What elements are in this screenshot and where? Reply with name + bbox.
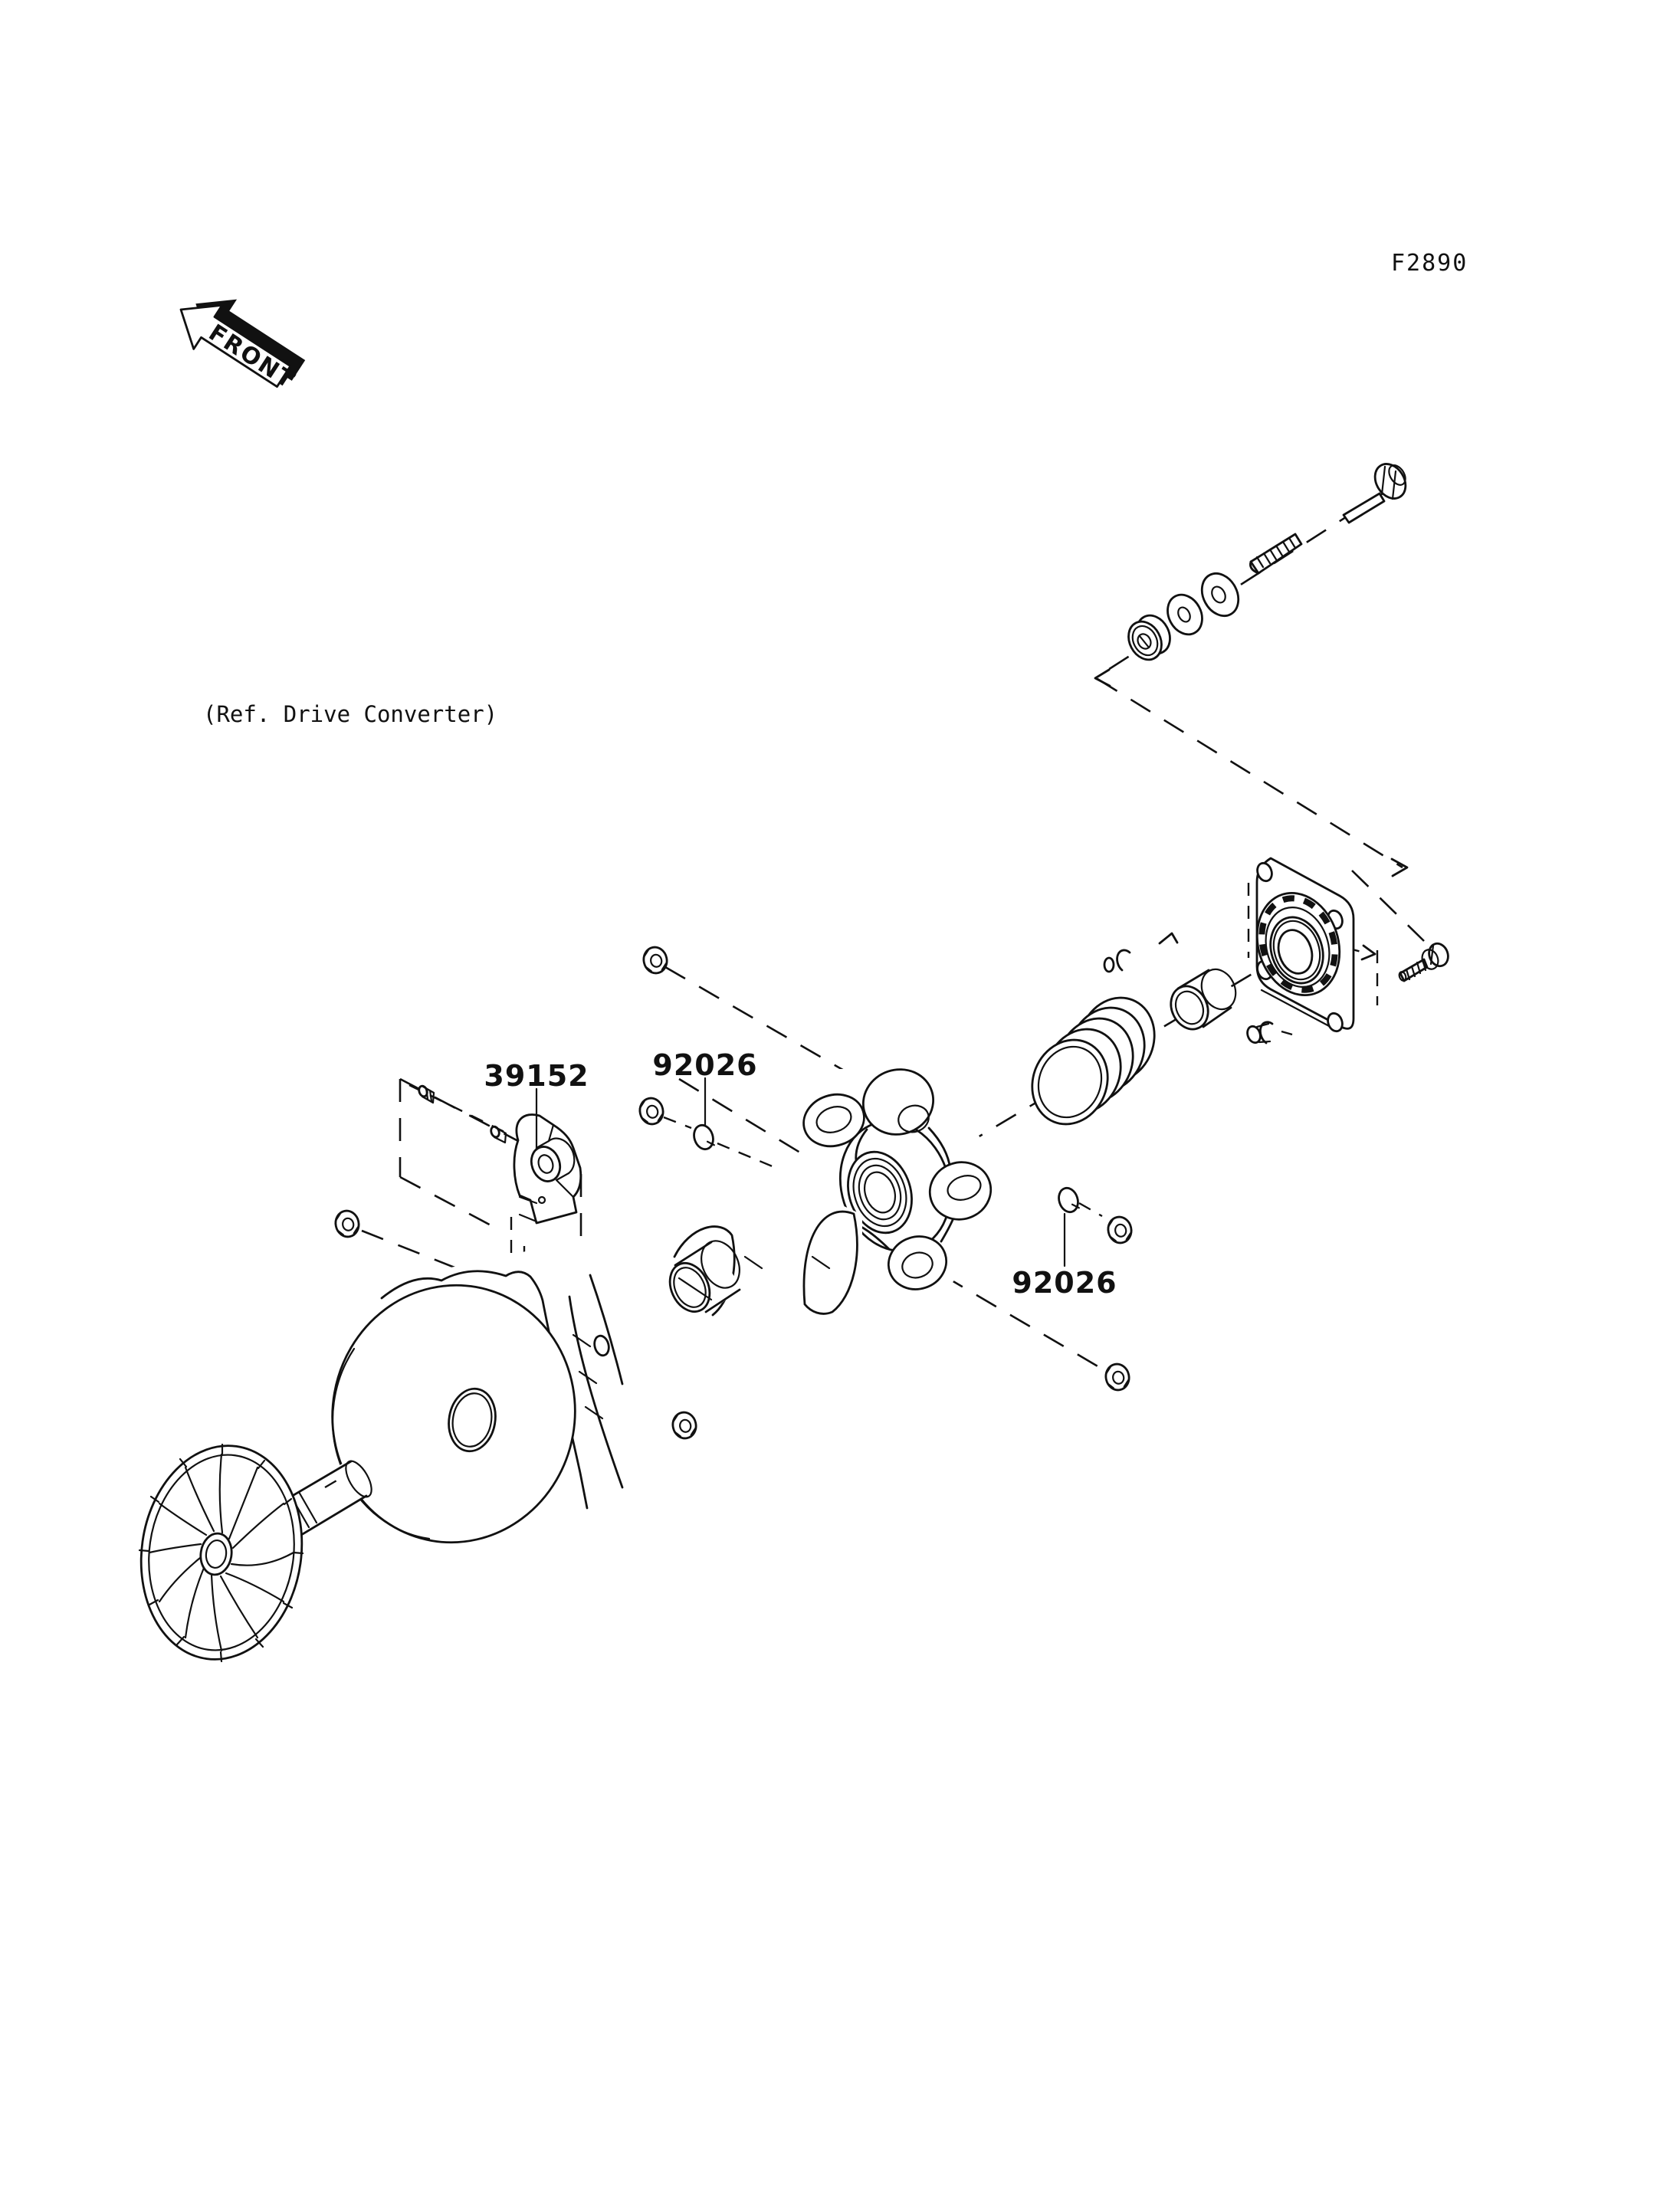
dowel-pin — [1245, 1022, 1272, 1044]
chevron-right-icon — [1392, 859, 1407, 876]
movable-drive-face — [312, 1192, 862, 1562]
nut-line — [1079, 1203, 1102, 1216]
front-arrow — [166, 277, 314, 405]
branch-line-b-dashed — [1352, 871, 1424, 941]
thrust-washer-upper — [691, 1123, 717, 1152]
mounting-bolt-assembly — [1122, 458, 1412, 665]
nut-line — [664, 1117, 774, 1167]
part-label-39152: 39152 — [484, 1059, 589, 1093]
fixed-drive-face — [128, 1435, 377, 1670]
front-label: FRONT — [203, 319, 300, 395]
torque-spring — [1020, 986, 1167, 1136]
flange-nut — [641, 945, 669, 975]
branch-line-a-dashed — [1098, 679, 1403, 867]
chevron-left-icon — [1095, 670, 1110, 686]
plate-bolt — [1398, 941, 1451, 982]
thrust-washer-lower — [1056, 1185, 1081, 1215]
roller-arm — [418, 1085, 581, 1223]
chevron-up-icon — [1160, 933, 1177, 943]
pin-dash — [1281, 1031, 1292, 1035]
bearing-flange-plate — [1104, 858, 1451, 1044]
ref-caption: (Ref. Drive Converter) — [203, 701, 498, 727]
chevron-right-small-icon — [1362, 946, 1375, 959]
flange-nut — [333, 1208, 361, 1238]
mounting-bolt — [1250, 458, 1412, 573]
part-label-92026-upper: 92026 — [652, 1048, 758, 1082]
part-label-92026-lower: 92026 — [1012, 1266, 1117, 1300]
flange-nut — [1106, 1215, 1134, 1244]
flange-nut — [638, 1096, 665, 1126]
flange-nut — [1104, 1362, 1131, 1392]
roller-stud — [418, 1085, 434, 1103]
roller-pin — [490, 1126, 506, 1143]
snap-ring-set — [1104, 933, 1177, 972]
page-code: F2890 — [1391, 250, 1468, 277]
spacer-collar — [1164, 964, 1242, 1035]
roller-box-edge — [400, 1177, 497, 1228]
